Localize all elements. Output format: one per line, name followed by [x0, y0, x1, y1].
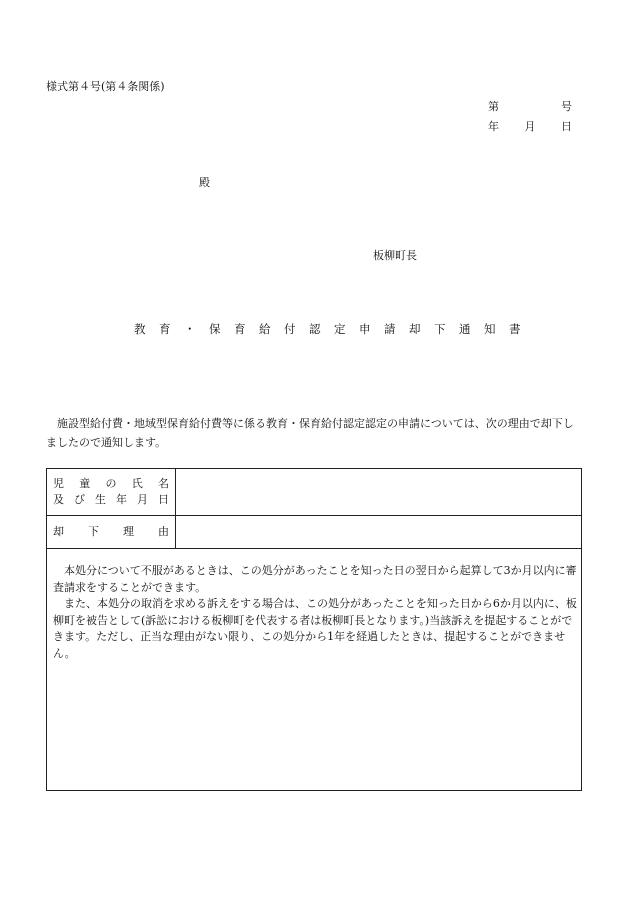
birthdate-label-char: 日 — [158, 493, 169, 506]
birthdate-label-char: 年 — [116, 493, 127, 506]
body-text: 施設型給付費・地域型保育給付費等に係る教育・保育給付認定認定の申請については、次の理由で却下しましたので通知します。 — [46, 417, 574, 449]
appeal-notice-paragraph-1: 本処分について不服があるときは、この処分があったことを知った日の翌日から起算して3か月以内に審査請求をすることができます。 — [53, 564, 577, 594]
birthdate-label-char: び — [74, 493, 85, 506]
birthdate-label — [53, 493, 169, 507]
appeal-notice — [53, 563, 577, 662]
child-label-char: 氏 — [131, 477, 143, 490]
reason-value[interactable] — [176, 515, 581, 548]
appeal-notice-paragraph-2: また、本処分の取消を求める訴えをする場合は、この処分があったことを知った日から6か月以内に、板柳町を被告として(訴訟における板柳町を代表する者は板柳町長となります。)当該訴えを提起することができます。ただし、正当な理由がない限り、この処分から1年を経過したときは、提起することができません。 — [53, 597, 577, 660]
document-number — [488, 100, 572, 114]
child-name-label — [53, 477, 169, 491]
sender-name: 板柳町長 — [373, 249, 417, 262]
document-number-prefix: 第 — [488, 100, 499, 113]
reason-label-cell — [47, 515, 176, 548]
reason-label-char: 下 — [88, 525, 99, 538]
child-info-label-cell — [47, 469, 176, 515]
reason-label — [53, 525, 169, 539]
child-info-row — [47, 469, 581, 516]
birthdate-label-char: 及 — [53, 493, 64, 506]
reason-label-char: 由 — [158, 525, 169, 538]
addressee-suffix: 殿 — [199, 176, 210, 189]
child-label-char: 児 — [53, 477, 64, 490]
birthdate-label-char: 月 — [137, 493, 148, 506]
reason-label-char: 理 — [123, 525, 134, 538]
child-label-char: の — [105, 477, 117, 490]
form-number: 様式第４号(第４条関係) — [46, 80, 165, 93]
document-title: 教育・保育給付認定申請却下通知書 — [134, 322, 534, 336]
date-year: 年 — [488, 120, 499, 133]
child-info-value[interactable] — [176, 469, 581, 515]
child-label-char: 名 — [158, 477, 169, 490]
document-number-suffix: 号 — [561, 100, 572, 113]
issue-date — [488, 120, 572, 134]
reason-label-char: 却 — [53, 525, 64, 538]
notice-table — [46, 468, 582, 791]
birthdate-label-char: 生 — [95, 493, 106, 506]
date-month: 月 — [524, 120, 536, 133]
date-day: 日 — [561, 120, 572, 133]
child-label-char: 童 — [79, 477, 91, 490]
reason-row — [47, 515, 581, 549]
